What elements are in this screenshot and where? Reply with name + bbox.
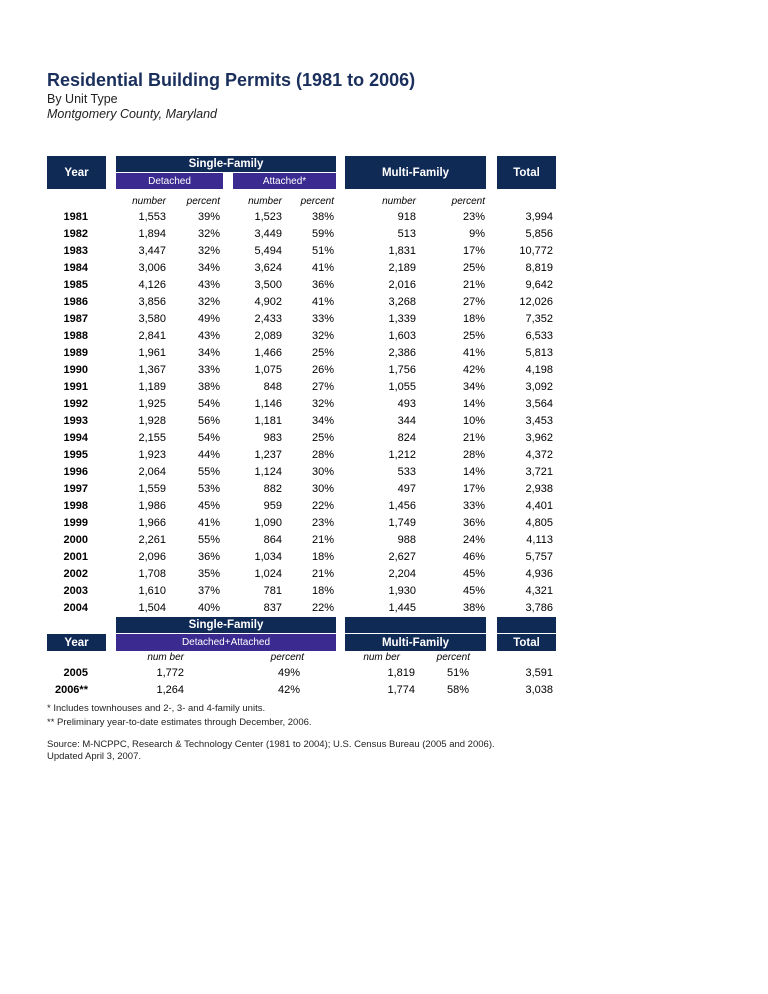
row-year: 2000	[63, 534, 88, 546]
row-year: 1985	[63, 279, 88, 291]
table-cell-att_n: 2,089	[254, 330, 282, 342]
row-year: 1992	[63, 398, 88, 410]
table-cell-total: 5,813	[525, 347, 553, 359]
row-year: 1999	[63, 517, 88, 529]
table-cell-det_n: 1,504	[138, 602, 166, 614]
table-cell-det_n: 1,610	[138, 585, 166, 597]
table-cell-att_p: 32%	[311, 398, 334, 410]
table-cell-mf_p: 58%	[446, 684, 469, 696]
table-cell-det_p: 45%	[197, 500, 220, 512]
table-cell-att_p: 25%	[311, 347, 334, 359]
multi-percent-label: percent	[451, 196, 485, 207]
table-cell-mf_p: 21%	[462, 432, 485, 444]
table-cell-att_p: 36%	[311, 279, 334, 291]
table-cell-total: 10,772	[519, 245, 553, 257]
table-cell-det_n: 1,923	[138, 449, 166, 461]
table-cell-mf_n: 2,386	[388, 347, 416, 359]
table-cell-det_p: 54%	[197, 398, 220, 410]
row-year: 1997	[63, 483, 88, 495]
table-cell-total: 3,994	[525, 211, 553, 223]
table-cell-att_p: 41%	[311, 262, 334, 274]
table-cell-det_n: 2,064	[138, 466, 166, 478]
table-cell-mf_p: 17%	[462, 245, 485, 257]
table-cell-det_p: 35%	[197, 568, 220, 580]
table-cell-total: 5,757	[525, 551, 553, 563]
table-cell-att_n: 848	[263, 381, 282, 393]
sf-number-label-2: num ber	[147, 652, 184, 663]
table-cell-det_p: 43%	[197, 279, 220, 291]
table-cell-att_n: 1,523	[254, 211, 282, 223]
table-cell-att_p: 27%	[311, 381, 334, 393]
table-cell-att_p: 33%	[311, 313, 334, 325]
table-cell-mf_p: 9%	[469, 228, 485, 240]
row-year: 1981	[63, 211, 88, 223]
attached-number-label: number	[248, 196, 282, 207]
table-cell-total: 3,453	[525, 415, 553, 427]
table-cell-det_p: 39%	[197, 211, 220, 223]
table-cell-mf_n: 988	[397, 534, 416, 546]
table-cell-det_p: 32%	[197, 228, 220, 240]
table-cell-att_p: 30%	[311, 466, 334, 478]
table-cell-mf_n: 1,445	[388, 602, 416, 614]
table-cell-mf_p: 18%	[462, 313, 485, 325]
table-cell-mf_n: 1,055	[388, 381, 416, 393]
table-cell-att_p: 22%	[311, 602, 334, 614]
table-cell-att_n: 1,181	[254, 415, 282, 427]
table-cell-total: 12,026	[519, 296, 553, 308]
table-cell-mf_n: 1,456	[388, 500, 416, 512]
table-cell-total: 9,642	[525, 279, 553, 291]
table-cell-total: 3,038	[525, 684, 553, 696]
table-cell-det_p: 38%	[197, 381, 220, 393]
multi-number-label: number	[382, 196, 416, 207]
table-cell-mf_p: 25%	[462, 262, 485, 274]
table-cell-att_n: 837	[263, 602, 282, 614]
table-cell-mf_n: 1,774	[387, 684, 415, 696]
table-cell-det_n: 2,841	[138, 330, 166, 342]
table-cell-total: 3,591	[525, 667, 553, 679]
table-cell-det_p: 41%	[197, 517, 220, 529]
table-cell-det_n: 2,261	[138, 534, 166, 546]
table-cell-mf_p: 33%	[462, 500, 485, 512]
table-cell-det_n: 1,894	[138, 228, 166, 240]
table-cell-att_n: 1,034	[254, 551, 282, 563]
detached-number-label: number	[132, 196, 166, 207]
table-cell-det_p: 44%	[197, 449, 220, 461]
table-cell-att_n: 959	[263, 500, 282, 512]
row-year: 2004	[63, 602, 88, 614]
updated-note: Updated April 3, 2007.	[47, 751, 142, 762]
table-cell-det_p: 34%	[197, 262, 220, 274]
table-cell-att_n: 1,124	[254, 466, 282, 478]
table-cell-mf_p: 27%	[462, 296, 485, 308]
row-year: 2001	[63, 551, 88, 563]
sf-percent-label-2: percent	[270, 652, 304, 663]
table-cell-det_n: 3,856	[138, 296, 166, 308]
table-cell-det_n: 1,986	[138, 500, 166, 512]
table-cell-total: 3,564	[525, 398, 553, 410]
row-year: 1995	[63, 449, 88, 461]
table-cell-det_p: 43%	[197, 330, 220, 342]
table-cell-att_n: 3,449	[254, 228, 282, 240]
table-cell-det_p: 32%	[197, 296, 220, 308]
table-cell-det_n: 2,155	[138, 432, 166, 444]
footnote-attached: * Includes townhouses and 2-, 3- and 4-family units.	[47, 703, 266, 714]
table-cell-att_n: 1,466	[254, 347, 282, 359]
row-year: 1993	[63, 415, 88, 427]
table-cell-det_p: 40%	[197, 602, 220, 614]
table-cell-total: 3,962	[525, 432, 553, 444]
total-header: Total	[497, 156, 556, 189]
table-cell-mf_n: 1,756	[388, 364, 416, 376]
table-cell-total: 7,352	[525, 313, 553, 325]
row-year: 1988	[63, 330, 88, 342]
table-cell-att_p: 18%	[311, 551, 334, 563]
row-year: 1991	[63, 381, 88, 393]
combined-subheader: Detached+Attached	[116, 634, 336, 651]
table-cell-det_p: 56%	[197, 415, 220, 427]
table-cell-att_p: 26%	[311, 364, 334, 376]
attached-subheader: Attached*	[233, 173, 336, 189]
table-cell-mf_n: 1,603	[388, 330, 416, 342]
row-year: 2002	[63, 568, 88, 580]
table-cell-mf_n: 1,930	[388, 585, 416, 597]
table-cell-att_p: 23%	[311, 517, 334, 529]
table-cell-total: 3,092	[525, 381, 553, 393]
row-year: 1989	[63, 347, 88, 359]
table-cell-sf_n: 1,772	[156, 667, 184, 679]
table-cell-mf_n: 1,831	[388, 245, 416, 257]
table-cell-det_p: 34%	[197, 347, 220, 359]
table-cell-att_p: 25%	[311, 432, 334, 444]
table-cell-det_n: 1,708	[138, 568, 166, 580]
table-cell-mf_p: 42%	[462, 364, 485, 376]
table-cell-total: 5,856	[525, 228, 553, 240]
table-cell-total: 4,936	[525, 568, 553, 580]
table-cell-det_n: 1,189	[138, 381, 166, 393]
table-cell-mf_p: 36%	[462, 517, 485, 529]
table-cell-det_p: 36%	[197, 551, 220, 563]
table-cell-det_n: 3,580	[138, 313, 166, 325]
table-cell-det_p: 53%	[197, 483, 220, 495]
single-family-header: Single-Family	[116, 156, 336, 172]
table-cell-det_n: 1,367	[138, 364, 166, 376]
table-cell-att_n: 1,075	[254, 364, 282, 376]
table-cell-att_p: 41%	[311, 296, 334, 308]
table-cell-det_n: 1,559	[138, 483, 166, 495]
page-title: Residential Building Permits (1981 to 2006)	[47, 70, 416, 90]
source-note: Source: M-NCPPC, Research & Technology Center (1981 to 2004); U.S. Census Bureau (2005 and 2006).	[47, 739, 495, 750]
table-cell-mf_n: 2,016	[388, 279, 416, 291]
table-cell-mf_p: 45%	[462, 585, 485, 597]
table-cell-mf_n: 497	[397, 483, 416, 495]
table-cell-det_n: 3,006	[138, 262, 166, 274]
mf-number-label-2: num ber	[363, 652, 400, 663]
table-cell-mf_p: 28%	[462, 449, 485, 461]
table-cell-mf_p: 21%	[462, 279, 485, 291]
table-cell-att_p: 51%	[311, 245, 334, 257]
table-cell-det_p: 55%	[197, 466, 220, 478]
page-subtitle: By Unit Type	[47, 92, 118, 106]
table-cell-det_p: 37%	[197, 585, 220, 597]
table-cell-att_p: 34%	[311, 415, 334, 427]
table-cell-sf_p: 42%	[277, 684, 300, 696]
row-year: 1996	[63, 466, 88, 478]
table-cell-mf_p: 51%	[446, 667, 469, 679]
row-year: 1982	[63, 228, 88, 240]
table-cell-mf_p: 24%	[462, 534, 485, 546]
multi-family-header: Multi-Family	[345, 156, 486, 189]
table-cell-det_n: 1,966	[138, 517, 166, 529]
table-cell-total: 6,533	[525, 330, 553, 342]
row-year: 2006**	[54, 684, 88, 696]
table-cell-total: 8,819	[525, 262, 553, 274]
table-cell-det_n: 1,928	[138, 415, 166, 427]
table-cell-mf_p: 10%	[462, 415, 485, 427]
table-cell-det_p: 49%	[197, 313, 220, 325]
table-cell-mf_n: 493	[397, 398, 416, 410]
row-year: 1987	[63, 313, 88, 325]
table-cell-mf_p: 34%	[462, 381, 485, 393]
table-cell-att_n: 1,090	[254, 517, 282, 529]
table-cell-mf_n: 1,819	[387, 667, 415, 679]
table-cell-mf_n: 1,749	[388, 517, 416, 529]
table-cell-att_p: 18%	[311, 585, 334, 597]
row-year: 1984	[63, 262, 88, 274]
row-year: 2003	[63, 585, 88, 597]
table-cell-total: 4,805	[525, 517, 553, 529]
mf-percent-label-2: percent	[436, 652, 470, 663]
table-cell-att_p: 38%	[311, 211, 334, 223]
table-cell-det_n: 4,126	[138, 279, 166, 291]
page-location: Montgomery County, Maryland	[47, 107, 217, 121]
table-cell-det_n: 3,447	[138, 245, 166, 257]
table-cell-mf_p: 41%	[462, 347, 485, 359]
row-year: 1983	[63, 245, 88, 257]
table-cell-det_n: 1,553	[138, 211, 166, 223]
table-cell-att_p: 30%	[311, 483, 334, 495]
table-cell-total: 4,401	[525, 500, 553, 512]
table-cell-mf_n: 344	[397, 415, 416, 427]
table-cell-mf_n: 918	[397, 211, 416, 223]
table-cell-att_n: 1,146	[254, 398, 282, 410]
table-cell-mf_n: 3,268	[388, 296, 416, 308]
table-cell-att_n: 3,624	[254, 262, 282, 274]
table-cell-mf_p: 14%	[462, 466, 485, 478]
table-cell-att_n: 781	[263, 585, 282, 597]
table-cell-mf_n: 2,204	[388, 568, 416, 580]
table-cell-mf_n: 513	[397, 228, 416, 240]
table-cell-det_p: 54%	[197, 432, 220, 444]
detached-percent-label: percent	[186, 196, 220, 207]
table-cell-att_n: 1,024	[254, 568, 282, 580]
table-cell-att_p: 32%	[311, 330, 334, 342]
attached-percent-label: percent	[300, 196, 334, 207]
table-cell-att_n: 1,237	[254, 449, 282, 461]
table-cell-total: 3,786	[525, 602, 553, 614]
table-cell-mf_n: 824	[397, 432, 416, 444]
table-cell-mf_p: 23%	[462, 211, 485, 223]
year-header: Year	[47, 156, 106, 189]
table-cell-det_n: 1,961	[138, 347, 166, 359]
table-cell-att_n: 5,494	[254, 245, 282, 257]
table-cell-att_p: 21%	[311, 534, 334, 546]
table-cell-det_n: 1,925	[138, 398, 166, 410]
table-cell-total: 4,321	[525, 585, 553, 597]
row-year: 1998	[63, 500, 88, 512]
table-cell-att_n: 4,902	[254, 296, 282, 308]
table-cell-mf_n: 2,189	[388, 262, 416, 274]
table-cell-mf_p: 46%	[462, 551, 485, 563]
table-cell-sf_n: 1,264	[156, 684, 184, 696]
table-cell-mf_n: 1,339	[388, 313, 416, 325]
table-cell-det_p: 33%	[197, 364, 220, 376]
table-cell-att_n: 882	[263, 483, 282, 495]
table-cell-total: 3,721	[525, 466, 553, 478]
table-cell-mf_p: 38%	[462, 602, 485, 614]
table-cell-att_n: 3,500	[254, 279, 282, 291]
table-cell-att_n: 864	[263, 534, 282, 546]
row-year: 1994	[63, 432, 88, 444]
multi-family-header-2: Multi-Family	[345, 634, 486, 651]
row-year: 1986	[63, 296, 88, 308]
table-cell-att_p: 59%	[311, 228, 334, 240]
table-cell-sf_p: 49%	[277, 667, 300, 679]
table-cell-mf_n: 533	[397, 466, 416, 478]
footnote-preliminary: ** Preliminary year-to-date estimates through December, 2006.	[47, 717, 312, 728]
year-header-2: Year	[47, 634, 106, 651]
single-family-header-2: Single-Family	[116, 617, 336, 633]
row-year: 2005	[63, 667, 88, 679]
table-cell-mf_n: 1,212	[388, 449, 416, 461]
table-cell-att_p: 22%	[311, 500, 334, 512]
table-cell-det_n: 2,096	[138, 551, 166, 563]
table-cell-mf_p: 14%	[462, 398, 485, 410]
table-cell-att_n: 983	[263, 432, 282, 444]
table-cell-mf_n: 2,627	[388, 551, 416, 563]
table-cell-det_p: 32%	[197, 245, 220, 257]
table-cell-mf_p: 45%	[462, 568, 485, 580]
table-cell-total: 2,938	[525, 483, 553, 495]
table-cell-mf_p: 25%	[462, 330, 485, 342]
table-cell-total: 4,198	[525, 364, 553, 376]
table-cell-det_p: 55%	[197, 534, 220, 546]
table-cell-att_p: 21%	[311, 568, 334, 580]
detached-subheader: Detached	[116, 173, 223, 189]
table-cell-att_p: 28%	[311, 449, 334, 461]
table-cell-total: 4,372	[525, 449, 553, 461]
total-header-2: Total	[497, 634, 556, 651]
row-year: 1990	[63, 364, 88, 376]
table-cell-att_n: 2,433	[254, 313, 282, 325]
table-cell-total: 4,113	[526, 534, 553, 546]
table-cell-mf_p: 17%	[462, 483, 485, 495]
